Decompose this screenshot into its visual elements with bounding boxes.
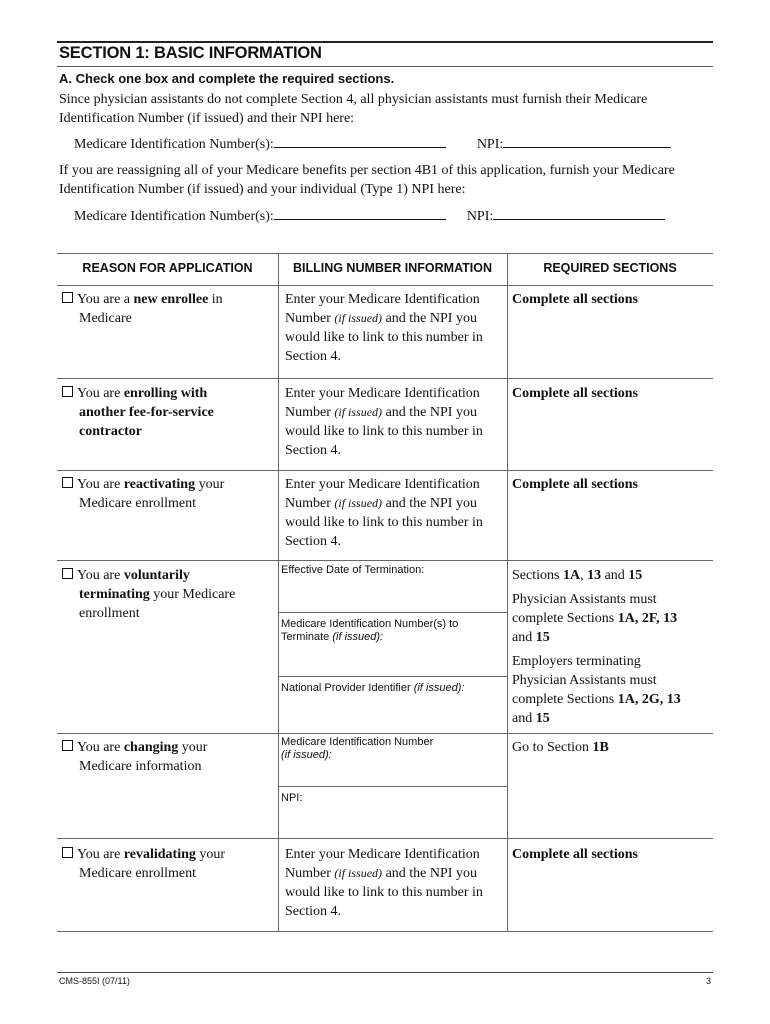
reason-revalidating: [62, 845, 272, 883]
required-terminating: [512, 566, 712, 728]
req-text: and: [601, 568, 629, 583]
billing-info-revalidating: [285, 845, 505, 921]
header-reason: REASON FOR APPLICATION: [82, 261, 253, 275]
mid-to-terminate-field[interactable]: [281, 618, 501, 644]
table-bottom-rule: [57, 931, 713, 932]
req-emphasis: 15: [535, 630, 550, 645]
header-billing: BILLING NUMBER INFORMATION: [292, 261, 493, 275]
req-emphasis: 1A, 2G, 13: [617, 692, 681, 707]
field-label: Medicare Identification Number: [281, 736, 434, 748]
reason-new-enrollee: [62, 290, 272, 328]
reassign-mid-label: Medicare Identification Number(s):: [74, 209, 274, 224]
reason-text: enrollment: [79, 606, 140, 621]
checkbox-voluntarily-terminating[interactable]: [62, 568, 73, 579]
required-line: [512, 628, 712, 647]
field-divider: [278, 786, 507, 787]
required-line: [512, 652, 712, 671]
required-line: [512, 590, 712, 609]
reason-text: You are: [77, 386, 124, 401]
checkbox-revalidating[interactable]: [62, 847, 73, 858]
pa-npi-label: NPI:: [476, 137, 504, 152]
field-divider: [278, 612, 507, 613]
effective-date-termination-field[interactable]: [281, 564, 501, 577]
table-row-divider: [57, 733, 713, 734]
field-label: Effective Date of Termination:: [281, 564, 425, 576]
reason-emphasis: new enrollee: [133, 292, 209, 307]
reassign-mid-field[interactable]: [274, 205, 446, 220]
table-row-divider: [57, 378, 713, 379]
req-text: and: [512, 630, 536, 645]
reassign-instructions: If you are reassigning all of your Medicare benefits per section 4B1 of this application, furnish your Medicare Identification Number (if issued) and your individual (Type 1) NPI here:: [59, 163, 675, 197]
table-column-divider: [278, 253, 279, 931]
billing-text: Enter your Medicare Identification Number: [285, 292, 480, 326]
req-emphasis: 1A: [562, 568, 581, 583]
subsection-a-heading: A. Check one box and complete the required sections.: [59, 71, 395, 86]
field-divider: [278, 676, 507, 677]
reason-emphasis: revalidating: [123, 847, 196, 862]
reason-enrolling-another-contractor: [62, 384, 272, 441]
form-page: [57, 0, 713, 1024]
npi-terminate-field[interactable]: [281, 682, 501, 695]
form-number: CMS-855I (07/11): [59, 976, 130, 986]
reason-text: You are: [77, 847, 124, 862]
required-new-enrollee: Complete all sections: [512, 292, 638, 307]
field-label-italic: (if issued):: [281, 749, 332, 761]
pa-mid-field[interactable]: [274, 133, 446, 148]
table-row-divider: [57, 560, 713, 561]
field-label: NPI:: [281, 792, 303, 804]
field-label-italic: (if issued):: [413, 682, 465, 694]
section-title-rule: [57, 66, 713, 67]
table-top-rule: [57, 253, 713, 254]
field-label: National Provider Identifier: [281, 682, 414, 694]
billing-text: Enter your Medicare Identification Number: [285, 477, 480, 511]
billing-text: and the NPI you would like to link to this number in Section 4.: [285, 496, 483, 549]
reason-text: You are: [77, 568, 124, 583]
reason-emphasis: voluntarily: [123, 568, 190, 583]
change-npi-field[interactable]: [281, 792, 501, 805]
req-text: and: [512, 711, 536, 726]
header-required: REQUIRED SECTIONS: [543, 261, 677, 275]
reason-text: Medicare: [79, 311, 132, 326]
table-header-rule: [57, 285, 713, 286]
section-top-rule: [57, 41, 713, 43]
required-reactivating: Complete all sections: [512, 477, 638, 492]
pa-mid-label: Medicare Identification Number(s):: [74, 137, 274, 152]
reason-emphasis: reactivating: [123, 477, 196, 492]
pa-npi-field[interactable]: [503, 133, 671, 148]
reason-text: your: [195, 477, 225, 492]
req-text: Sections: [512, 568, 563, 583]
required-line: [512, 690, 712, 709]
reason-reactivating: [62, 475, 272, 513]
reason-text: in: [208, 292, 223, 307]
req-text: ,: [580, 568, 588, 583]
billing-text: and the NPI you would like to link to this number in Section 4.: [285, 405, 483, 458]
billing-text: Enter your Medicare Identification Number: [285, 847, 480, 881]
pa-id-line: [74, 133, 671, 153]
reason-emphasis: contractor: [79, 424, 142, 439]
reason-text: Medicare enrollment: [79, 496, 197, 511]
checkbox-enrolling-another-contractor[interactable]: [62, 386, 73, 397]
billing-info-another-contractor: [285, 384, 505, 460]
req-emphasis: 15: [535, 711, 550, 726]
required-line: [512, 709, 712, 728]
billing-info-reactivating: [285, 475, 505, 551]
reason-emphasis: terminating: [79, 587, 150, 602]
required-line: [512, 671, 712, 690]
reassign-id-line: [74, 205, 665, 225]
req-text: Employers terminating: [512, 654, 641, 669]
req-text: Go to Section: [512, 740, 593, 755]
reason-voluntarily-terminating: [62, 566, 272, 623]
table-row-divider: [57, 470, 713, 471]
field-label: Medicare Identification Number(s) to: [281, 618, 459, 630]
billing-italic: (if issued): [334, 496, 383, 510]
checkbox-new-enrollee[interactable]: [62, 292, 73, 303]
page-number: 3: [705, 976, 711, 986]
reason-text: your: [178, 740, 208, 755]
required-changing: [512, 738, 712, 757]
physician-assistant-instructions: Since physician assistants do not complete Section 4, all physician assistants must furnish their Medicare Identification Number (if issued) and their NPI here:: [59, 92, 648, 126]
billing-italic: (if issued): [334, 866, 383, 880]
required-line: [512, 566, 712, 585]
req-emphasis: 1B: [592, 740, 609, 755]
section-title: SECTION 1: BASIC INFORMATION: [59, 44, 322, 62]
billing-text: and the NPI you would like to link to this number in Section 4.: [285, 866, 483, 919]
billing-italic: (if issued): [334, 311, 383, 325]
req-text: Physician Assistants must: [512, 673, 657, 688]
reason-text: Medicare information: [79, 759, 202, 774]
req-emphasis: 13: [587, 568, 602, 583]
required-revalidating: Complete all sections: [512, 847, 638, 862]
change-mid-field[interactable]: [281, 736, 501, 762]
reason-text: You are a: [77, 292, 134, 307]
table-column-divider: [507, 253, 508, 931]
required-line: [512, 609, 712, 628]
checkbox-changing-information[interactable]: [62, 740, 73, 751]
reason-text: your: [195, 847, 226, 862]
field-label-italic: (if issued):: [332, 631, 384, 643]
req-emphasis: 1A, 2F, 13: [617, 611, 678, 626]
checkbox-reactivating[interactable]: [62, 477, 73, 488]
reason-text: Medicare enrollment: [79, 866, 197, 881]
table-row-divider: [57, 838, 713, 839]
reassign-npi-field[interactable]: [493, 205, 665, 220]
reason-emphasis: another fee-for-service: [79, 405, 214, 420]
reason-emphasis: changing: [123, 740, 179, 755]
billing-text: Enter your Medicare Identification Number: [285, 386, 480, 420]
reason-text: your Medicare: [149, 587, 236, 602]
reassign-npi-label: NPI:: [466, 209, 494, 224]
reason-changing-information: [62, 738, 272, 776]
req-text: complete Sections: [512, 611, 618, 626]
footer-rule: [57, 972, 713, 973]
req-text: complete Sections: [512, 692, 618, 707]
required-another-contractor: Complete all sections: [512, 386, 638, 401]
req-emphasis: 15: [628, 568, 643, 583]
billing-info-new-enrollee: [285, 290, 505, 366]
reason-emphasis: enrolling with: [123, 386, 208, 401]
billing-text: and the NPI you would like to link to this number in Section 4.: [285, 311, 483, 364]
reason-text: You are: [77, 477, 124, 492]
billing-italic: (if issued): [334, 405, 383, 419]
reason-text: You are: [77, 740, 124, 755]
req-text: Physician Assistants must: [512, 592, 657, 607]
field-label: Terminate: [281, 631, 333, 643]
